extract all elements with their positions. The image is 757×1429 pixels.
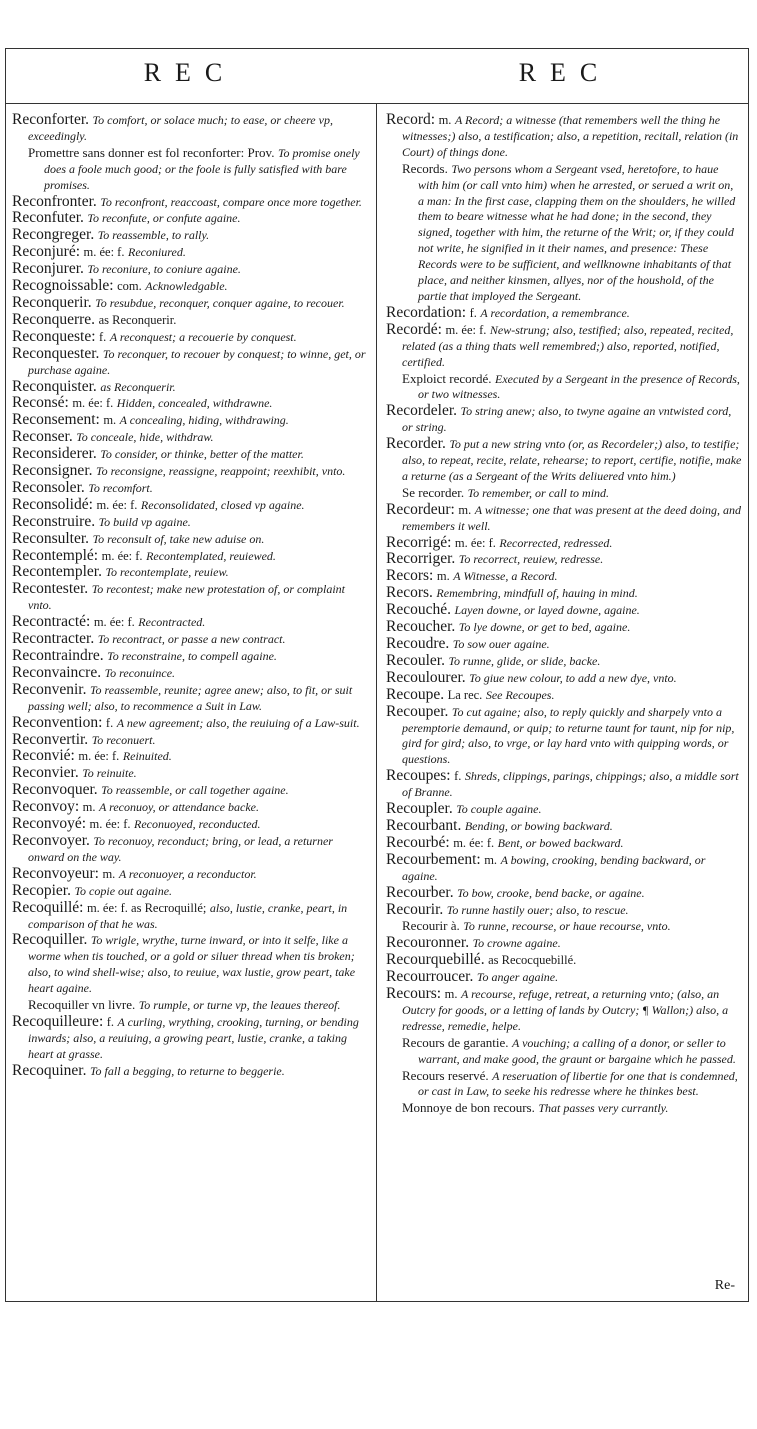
entry-grammar: m. [82, 800, 96, 815]
entry-headword: Recoquiller. [12, 931, 88, 949]
entry-definition: A Witnesse, a Record. [453, 569, 558, 584]
entry-definition: A vouching; a calling of a donor, or seller to warrant, and make good, the graunt or bargaine which he passed. [418, 1035, 736, 1066]
entry-headword: Recorriger. [386, 550, 456, 568]
entry-headword: Recontracté: [12, 613, 91, 631]
entry-definition: Recontemplated, reuiewed. [146, 548, 276, 563]
catchword: Re- [714, 1278, 735, 1293]
entry-definition: A concealing, hiding, withdrawing. [119, 413, 289, 428]
dictionary-entry [386, 404, 742, 436]
dictionary-entry [12, 245, 368, 261]
dictionary-entry [12, 565, 368, 581]
dictionary-entry [386, 651, 742, 670]
entry-headword: Recourroucer. [386, 968, 474, 986]
entry-headword: Recouronner. [386, 934, 470, 952]
dictionary-entry [12, 464, 368, 480]
entry-definition: To lye downe, or get to bed, againe. [458, 620, 631, 635]
entry-definition: To reinuite. [82, 766, 137, 781]
entry-definition: Acknowledgable. [145, 279, 228, 294]
entry-grammar: m. ée: f. [78, 749, 120, 764]
dictionary-entry [386, 637, 742, 653]
dictionary-entry [12, 898, 368, 933]
dictionary-subentry [386, 486, 742, 502]
dictionary-entry [386, 769, 742, 801]
entry-grammar: f. [106, 1014, 115, 1029]
entry-grammar: m. ée: f. [454, 535, 496, 550]
entry-grammar: com. [117, 279, 142, 294]
entry-definition: Hidden, concealed, withdrawne. [116, 396, 273, 411]
dictionary-entry [12, 817, 368, 833]
dictionary-entry [386, 620, 742, 636]
entry-headword: Recordeur: [386, 500, 455, 518]
entry-grammar: m. [103, 413, 117, 428]
entry-headword: Reconvié: [12, 747, 75, 765]
dictionary-entry [12, 430, 368, 446]
running-head-left: REC [143, 58, 237, 87]
entry-definition: To reconuoy, reconduct; bring, or lead, a returner onward on the way. [28, 833, 333, 864]
entry-definition: To reconuince. [104, 665, 176, 680]
entry-grammar: f. [105, 715, 114, 730]
entry-definition: A curling, wrything, crooking, turning, or bending inwards; also, a reuiuing, a growing peart, lustie, cranke, a taking heart at grasse. [28, 1014, 359, 1061]
entry-definition: Recontracted. [138, 615, 206, 630]
entry-definition: To reconsult of, take new aduise on. [92, 531, 265, 546]
entry-definition: To reconuert. [91, 732, 156, 747]
entry-headword: Reconvoyer. [12, 831, 90, 849]
entry-headword: Recorder. [386, 435, 446, 453]
entry-definition: To recontest; make new protestation of, or complaint vnto. [28, 582, 345, 613]
entry-definition: To reassemble, to rally. [97, 228, 210, 243]
dictionary-entry [386, 850, 742, 885]
entry-definition: A reconuoy, or attendance backe. [99, 800, 259, 815]
dictionary-entry [12, 730, 368, 749]
entry-definition: To anger againe. [476, 970, 559, 985]
entry-headword: Recoquilleure: [12, 1012, 104, 1030]
entry-headword: Recours reservé. [402, 1067, 489, 1083]
entry-grammar: as Recocquebillé. [488, 953, 577, 968]
entry-grammar: m. ée: f. [453, 835, 495, 850]
entry-headword: Recourir. [386, 900, 444, 918]
dictionary-entry [12, 228, 368, 244]
entry-headword: Recourbé: [386, 833, 450, 851]
entry-headword: Reconser. [12, 428, 73, 446]
left-column [12, 113, 368, 1081]
entry-headword: Reconfronter. [12, 192, 97, 210]
entry-headword: Recours: [386, 985, 442, 1003]
entry-headword: Recontester. [12, 580, 89, 598]
entry-definition: To sow ouer againe. [452, 637, 550, 651]
dictionary-entry [12, 680, 368, 715]
entry-definition: To reconfute, or confute againe. [87, 211, 241, 226]
dictionary-entry [12, 546, 368, 565]
entry-headword: Recordation: [386, 303, 467, 321]
dictionary-entry [12, 478, 368, 497]
entry-definition: To string anew; also, to twyne againe an vntwisted cord, or string. [402, 404, 732, 435]
header-rule [6, 103, 748, 104]
dictionary-entry [386, 303, 742, 322]
entry-headword: Reconvoquer. [12, 781, 98, 799]
entry-grammar: m. [438, 113, 452, 127]
entry-definition: To reconstraine, to compell againe. [107, 649, 277, 663]
dictionary-entry [12, 663, 368, 682]
entry-headword: Recourbement: [386, 850, 481, 868]
entry-headword: Reconquerre. [12, 310, 96, 328]
dictionary-entry [12, 749, 368, 765]
entry-definition: To put a new string vnto (or, as Recordeler;) also, to testifie; also, to repeat, recite, relate, rehearse; to report, certifie, notifie, make a returne (as a Sergeant of the Writs deliuered vnto him.) [402, 437, 742, 483]
entry-grammar: m. ée: f. [83, 245, 125, 260]
dictionary-subentry [12, 998, 368, 1014]
entry-headword: Reconsulter. [12, 529, 90, 547]
entry-definition: A reseruation of libertie for one that is condemned, or cast in Law, to seeke his redresse where he thinkes best. [418, 1068, 738, 1099]
entry-headword: Reconvoyeur: [12, 864, 99, 882]
entry-definition: Executed by a Sergeant in the presence of Records, or two witnesses. [418, 371, 740, 402]
entry-headword: Recors: [386, 567, 434, 585]
entry-headword: Recors. [386, 584, 433, 602]
entry-headword: Reconqueste: [12, 327, 96, 345]
dictionary-entry [386, 833, 742, 852]
entry-definition: as Reconquerir. [100, 379, 176, 394]
dictionary-entry [12, 632, 368, 648]
entry-definition: That passes very currantly. [538, 1101, 669, 1116]
dictionary-entry [386, 816, 742, 835]
entry-definition: Reconiured. [127, 245, 186, 260]
entry-headword: Promettre sans donner est fol reconforter: Prov. [28, 144, 275, 160]
entry-headword: Reconstruire. [12, 512, 96, 530]
entry-grammar: f. [469, 305, 477, 320]
dictionary-entry [12, 881, 368, 900]
entry-headword: Reconjurer. [12, 260, 84, 278]
entry-headword: Reconsement: [12, 411, 100, 429]
entry-grammar: f. [99, 329, 107, 344]
dictionary-entry [12, 831, 368, 866]
dictionary-entry [12, 344, 368, 379]
column-divider [376, 104, 377, 1302]
entry-definition: A new agreement; also, the reuiuing of a Law-suit. [116, 715, 360, 730]
dictionary-entry [12, 783, 368, 799]
entry-headword: Reconquister. [12, 377, 97, 395]
entry-definition: A recourse, refuge, retreat, a returning vnto; (also, an Outcry for goods, or a letting of lands by Outcry; ¶ Wallon;) also, a redresse, remedie, helpe. [402, 987, 729, 1033]
dictionary-entry [386, 970, 742, 986]
entry-definition: To comfort, or solace much; to ease, or cheere vp, exceedingly. [28, 113, 333, 143]
entry-grammar: m. ée: f. [72, 396, 114, 411]
dictionary-subentry [386, 919, 742, 935]
dictionary-subentry [12, 146, 368, 194]
entry-grammar: La rec. [447, 687, 483, 702]
entry-headword: Recopier. [12, 881, 71, 899]
dictionary-entry [12, 293, 368, 312]
entry-definition: To recorrect, reuiew, redresse. [458, 552, 604, 567]
entry-headword: Reconsé: [12, 394, 69, 412]
entry-headword: Reconforter. [12, 111, 90, 128]
entry-grammar: m. ée: f. [93, 615, 135, 630]
dictionary-entry [386, 500, 742, 535]
entry-headword: Recoupler. [386, 800, 453, 818]
entry-definition: A bowing, crooking, bending backward, or againe. [402, 852, 706, 883]
entry-definition: To reconfront, reaccoast, compare once more together. [100, 194, 362, 209]
right-column [386, 113, 742, 1118]
dictionary-subentry [386, 1069, 742, 1101]
entry-grammar: f. [454, 769, 462, 784]
entry-grammar: m. ée: f. [445, 322, 487, 337]
entry-definition: Remembring, mindfull of, hauing in mind. [436, 586, 638, 601]
entry-definition: To recontemplate, reuiew. [105, 565, 229, 580]
entry-headword: Reconvenir. [12, 680, 87, 698]
entry-headword: Reconvoyé: [12, 815, 87, 833]
entry-definition: To recontract, or passe a new contract. [97, 632, 286, 647]
entry-definition: To remember, or call to mind. [467, 485, 610, 500]
entry-headword: Recourir à. [402, 918, 460, 934]
entry-definition: Reconsolidated, closed vp againe. [140, 497, 305, 512]
entry-headword: Recouler. [386, 651, 445, 669]
entry-definition: Bent, or bowed backward. [497, 835, 624, 850]
dictionary-entry [12, 1012, 368, 1063]
entry-headword: Reconjuré: [12, 243, 81, 261]
entry-headword: Monnoye de bon recours. [402, 1100, 535, 1116]
running-head-right: REC [518, 58, 612, 87]
entry-headword: Reconvention: [12, 713, 103, 731]
entry-headword: Recongreger. [12, 226, 95, 244]
entry-headword: Recourquebillé. [386, 951, 485, 969]
entry-grammar: m. [436, 569, 450, 584]
entry-definition: Two persons whom a Sergeant vsed, heretofore, to haue with him (or call vnto him) when he arrested, or serued a writ on, a man: In the first case, clapping them on the shoulders, he willed them to beare witnesse what he had done; in the second, they signed, together with him, the returne of the Writ; or, if they could not write, he signified in it their names, and presence: These Records were to be sufficient, and wellknowne inhabitants of that place, and neither kinsmen, allyes, nor of the houshold, of the partie that imployed the Sergeant. [418, 161, 736, 303]
entry-definition: To conceale, hide, withdraw. [76, 430, 214, 445]
entry-definition: To cut againe; also, to reply quickly and sharpely vnto a peremptorie demaund, or quip; to returne taunt for taunt, nip for nip, gird for gird; also, to vrge, or lay hard vnto with quipping words, or questions. [402, 704, 735, 767]
dictionary-entry [12, 192, 368, 211]
dictionary-entry [386, 953, 742, 969]
dictionary-entry [386, 936, 742, 952]
entry-definition: also, lustie, cranke, peart, in comparison of that he was. [28, 900, 348, 931]
entry-definition: To bow, crooke, bend backe, or againe. [457, 885, 645, 900]
entry-definition: To fall a begging, to returne to beggerie. [89, 1063, 285, 1078]
entry-headword: Recoquiner. [12, 1061, 87, 1079]
entry-headword: Reconsolidé: [12, 495, 93, 513]
dictionary-entry [12, 512, 368, 531]
dictionary-entry [386, 533, 742, 552]
entry-headword: Reconsiderer. [12, 445, 97, 463]
dictionary-entry [12, 864, 368, 883]
dictionary-entry [12, 377, 368, 396]
dictionary-entry [386, 802, 742, 818]
entry-definition: To giue new colour, to add a new dye, vnto. [469, 670, 677, 685]
dictionary-entry [12, 413, 368, 429]
entry-headword: Reconvertir. [12, 730, 89, 748]
dictionary-entry [386, 552, 742, 568]
entry-definition: See Recoupes. [485, 687, 555, 702]
entry-definition: To wrigle, wrythe, turne inward, or into it selfe, like a worme when tis touched, or a gold or siluer thread when tis broken; also, to wind shell-wise; also, to reuiue, wax lustie, grow peart, take heart againe. [28, 933, 356, 996]
page-bottom-rule [5, 1301, 749, 1302]
entry-definition: To copie out againe. [74, 883, 173, 898]
entry-definition: New-strung; also, testified; also, repeated, recited, related (as a thing thats well remembred;) also, reported, notified, certified. [402, 322, 734, 369]
dictionary-entry [12, 649, 368, 665]
entry-grammar: as Reconquerir. [98, 312, 177, 327]
entry-definition: Layen downe, or layed downe, againe. [454, 603, 640, 618]
dictionary-entry [12, 615, 368, 631]
entry-definition: To resubdue, reconquer, conquer againe, to recouer. [95, 295, 345, 310]
entry-definition: To runne, recourse, or haue recourse, vnto. [463, 919, 671, 934]
entry-definition: To reconsigne, reassigne, reappoint; reexhibit, vnto. [96, 464, 346, 479]
entry-headword: Recoulourer. [386, 668, 466, 686]
dictionary-subentry [386, 372, 742, 404]
entry-definition: Recorrected, redressed. [499, 535, 613, 550]
entry-grammar: m. ée: f. [89, 817, 131, 832]
dictionary-entry [12, 495, 368, 514]
entry-grammar: m. [444, 987, 458, 1002]
dictionary-entry [386, 437, 742, 485]
dictionary-subentry [386, 1036, 742, 1068]
entry-definition: Reinuited. [122, 749, 172, 764]
entry-headword: Recognoissable: [12, 277, 114, 295]
entry-definition: Reconuoyed, reconducted. [134, 817, 261, 832]
dictionary-entry [12, 279, 368, 295]
dictionary-entry [12, 582, 368, 614]
entry-definition: A witnesse; one that was present at the deed doing, and remembers it well. [402, 502, 742, 533]
dictionary-subentry [386, 1101, 742, 1117]
entry-definition: To couple againe. [456, 802, 542, 817]
dictionary-entry [386, 668, 742, 687]
entry-definition: To reconiure, to coniure againe. [87, 262, 241, 277]
entry-grammar: m. [102, 866, 116, 881]
dictionary-entry [12, 766, 368, 782]
dictionary-entry [386, 685, 742, 704]
dictionary-entry [12, 310, 368, 329]
entry-headword: Reconsigner. [12, 462, 93, 480]
entry-headword: Reconquerir. [12, 293, 92, 311]
entry-headword: Recouché. [386, 601, 451, 619]
entry-headword: Recontraindre. [12, 647, 104, 664]
dictionary-entry [12, 529, 368, 548]
entry-grammar: m. [484, 852, 498, 867]
entry-headword: Recoquiller vn livre. [28, 997, 136, 1013]
entry-headword: Records. [402, 160, 448, 176]
dictionary-entry [386, 900, 742, 919]
entry-definition: A Record; a witnesse (that remembers well the thing he witnesses;) also, a testification; also, a repetition, recitall, relation (in Court) of things done. [402, 113, 739, 159]
entry-headword: Recoupe. [386, 685, 445, 703]
entry-definition: To rumple, or turne vp, the leaues thereof. [138, 998, 341, 1013]
entry-headword: Recourbant. [386, 816, 462, 834]
entry-grammar: m. ée: f. [101, 548, 143, 563]
entry-headword: Reconvier. [12, 764, 79, 782]
entry-definition: To build vp againe. [98, 514, 191, 529]
entry-definition: To reassemble, reunite; agree anew; also, to fit, or suit passing well; also, to recommence a Suit in Law. [28, 682, 353, 713]
dictionary-entry [386, 320, 742, 371]
dictionary-entry [386, 569, 742, 585]
entry-headword: Recoupes: [386, 767, 451, 785]
entry-grammar: m. ée: f. [96, 497, 138, 512]
dictionary-entry [12, 1061, 368, 1080]
entry-definition: To recomfort. [88, 480, 153, 495]
dictionary-entry [386, 883, 742, 902]
dictionary-entry [12, 713, 368, 732]
entry-headword: Reconvaincre. [12, 663, 102, 681]
entry-definition: Shreds, clippings, parings, chippings; also, a middle sort of Branne. [402, 769, 739, 800]
dictionary-entry [12, 262, 368, 278]
entry-definition: A reconuoyer, a reconductor. [118, 866, 257, 881]
entry-definition: To runne hastily ouer; also, to rescue. [446, 902, 629, 917]
dictionary-entry [12, 447, 368, 463]
entry-definition: To consider, or thinke, better of the matter. [100, 447, 304, 462]
entry-headword: Recouper. [386, 702, 449, 720]
dictionary-subentry [386, 162, 742, 305]
entry-headword: Recoquillé: [12, 898, 84, 916]
dictionary-entry [386, 987, 742, 1035]
entry-definition: To crowne againe. [472, 936, 561, 951]
entry-definition: To reconquer, to recouer by conquest; to winne, get, or purchase againe. [28, 346, 366, 377]
entry-headword: Recontempler. [12, 563, 102, 581]
dictionary-entry [12, 211, 368, 227]
dictionary-entry [386, 586, 742, 602]
entry-headword: Recourber. [386, 883, 454, 901]
entry-definition: A recordation, a remembrance. [480, 305, 630, 320]
dictionary-entry [12, 800, 368, 816]
entry-headword: Record: [386, 111, 436, 128]
entry-headword: Recordé: [386, 320, 442, 338]
dictionary-entry [12, 327, 368, 346]
entry-headword: Recoudre. [386, 635, 450, 652]
entry-grammar: m. [458, 502, 472, 517]
entry-headword: Reconfuter. [12, 209, 84, 227]
dictionary-entry [12, 396, 368, 412]
entry-headword: Recordeler. [386, 402, 458, 420]
entry-headword: Recorrigé: [386, 533, 452, 551]
entry-definition: To runne, glide, or slide, backe. [448, 653, 601, 668]
entry-definition: A reconquest; a recouerie by conquest. [109, 329, 297, 344]
dictionary-entry [386, 603, 742, 619]
entry-headword: Reconsoler. [12, 478, 85, 496]
entry-headword: Recoucher. [386, 618, 456, 636]
entry-definition: To promise onely does a foole much good; or the foole is fully satisfied with bare promises. [44, 145, 360, 192]
dictionary-entry [12, 933, 368, 997]
entry-definition: Bending, or bowing backward. [464, 818, 613, 833]
entry-headword: Recontracter. [12, 630, 95, 648]
entry-headword: Reconquester. [12, 344, 100, 362]
entry-headword: Recontemplé: [12, 546, 99, 564]
entry-definition: To reassemble, or call together againe. [101, 783, 289, 798]
entry-headword: Reconvoy: [12, 798, 80, 816]
entry-headword: Se recorder. [402, 484, 465, 500]
entry-headword: Exploict recordé. [402, 370, 492, 386]
dictionary-entry [386, 702, 742, 769]
dictionary-entry [12, 113, 368, 145]
entry-headword: Recours de garantie. [402, 1034, 509, 1050]
dictionary-entry [386, 113, 742, 161]
entry-grammar: m. ée: f. as Recroquillé; [86, 900, 207, 915]
